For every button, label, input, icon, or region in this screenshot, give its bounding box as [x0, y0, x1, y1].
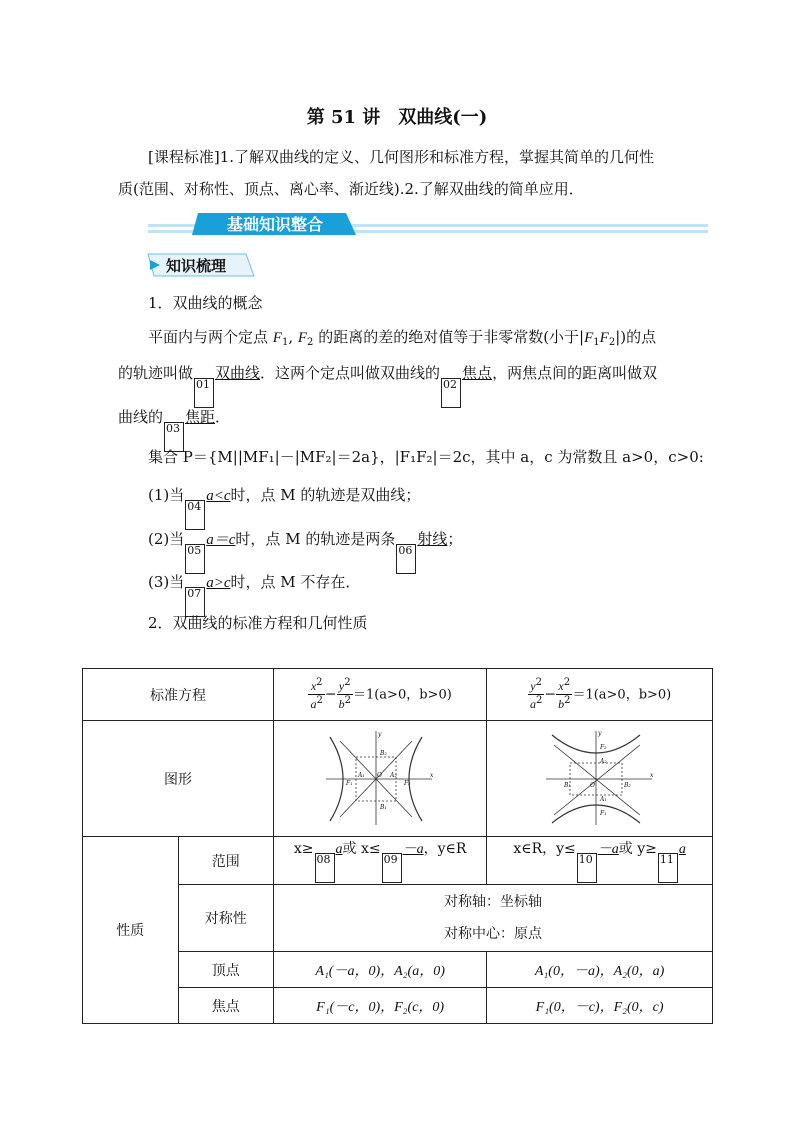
banner-label: 基础知识整合 [226, 215, 323, 234]
svg-text:A₂: A₂ [599, 757, 607, 765]
answer-box-02: 02 [441, 378, 461, 408]
svg-text:y: y [597, 729, 601, 737]
svg-text:A₁: A₁ [599, 795, 607, 803]
focus-x: F₁(－c，0)，F₂(c，0) [274, 988, 487, 1024]
symmetry-value [274, 885, 713, 952]
range-y [487, 837, 713, 885]
answer-box-10: 10 [577, 853, 597, 883]
text: 曲线的 [118, 408, 164, 426]
svg-text:O: O [589, 781, 595, 789]
text: ．这两个定点叫做双曲线的 [260, 364, 441, 382]
text: 时，点 M 的轨迹是两条 [235, 530, 396, 548]
svg-text:B₂: B₂ [623, 781, 631, 789]
text: x∈R，y≤ [513, 841, 576, 857]
concept-line-1: 平面内与两个定点 $F_1$, $F_2$ 的距离的差的绝对值等于非零常数(小于$|F_1F_2|$)的点 [148, 328, 657, 348]
answer-09: －a [402, 842, 424, 857]
text: 的距离的差的绝对值等于非零常数(小于| [313, 328, 585, 346]
answer-04: a<c [206, 488, 231, 504]
vertex-y: A₁(0，－a)，A₂(0，a) [487, 952, 713, 988]
horizontal-hyperbola-figure [320, 727, 440, 827]
svg-text:F₂: F₂ [599, 743, 607, 751]
answer-08: a [335, 842, 343, 857]
symmetry-center: 对称中心：原点 [444, 926, 543, 942]
label-range: 范围 [178, 837, 274, 885]
vertex-x: A₁(－a，0)，A₂(a，0) [274, 952, 487, 988]
text: 时，点 M 不存在． [230, 573, 361, 591]
figure-x-hyperbola [274, 721, 487, 837]
concept-line-2 [118, 362, 657, 408]
svg-text:B₁: B₁ [563, 781, 571, 789]
answer-box-09: 09 [382, 853, 402, 883]
text: 的轨迹叫做 [118, 364, 194, 382]
svg-text:F₁: F₁ [346, 779, 353, 787]
answer-box-01: 01 [194, 378, 214, 408]
svg-text:y: y [378, 730, 382, 738]
label-symmetry: 对称性 [178, 885, 274, 952]
section-2-heading: 2．双曲线的标准方程和几何性质 [148, 614, 368, 632]
answer-05: a＝c [206, 532, 236, 548]
text: 时，点 M 的轨迹是双曲线； [230, 486, 421, 504]
standard-text-1: 1.了解双曲线的定义、几何图形和标准方程，掌握其简单的几何性 [219, 148, 655, 166]
equation-x: $x^2$ $a^2 -y^2$ $b^2 =1(a>0$，b>0) [274, 669, 487, 721]
svg-text:O: O [377, 771, 383, 779]
text: (1)当 [148, 486, 185, 504]
answer-11: a [678, 842, 686, 857]
text: (3)当 [148, 573, 185, 591]
standard-line-1 [148, 146, 654, 167]
answer-06: 射线 [417, 530, 448, 548]
answer-07: a>c [206, 575, 231, 591]
case-3 [148, 571, 360, 617]
answer-02: 焦点 [462, 364, 493, 382]
svg-text:x: x [649, 771, 653, 779]
svg-text:F₁: F₁ [599, 809, 607, 817]
text: ； [447, 530, 463, 548]
row-label-equation: 标准方程 [83, 669, 274, 721]
text: (2)当 [148, 530, 185, 548]
case-1 [148, 484, 420, 530]
answer-box-05: 05 [185, 544, 205, 574]
svg-text:F₂: F₂ [404, 779, 411, 787]
vertical-hyperbola-figure [540, 727, 660, 827]
answer-01: 双曲线 [215, 364, 261, 382]
answer-box-11: 11 [658, 853, 678, 883]
text: ． [215, 408, 231, 426]
svg-text:x: x [430, 771, 434, 779]
figure-y-hyperbola [487, 721, 713, 837]
answer-box-03: 03 [164, 422, 184, 452]
text: 或 x≤ [342, 841, 381, 857]
label-vertex: 顶点 [178, 952, 274, 988]
case-2 [148, 528, 462, 574]
text: 或 y≥ [618, 841, 657, 857]
text: |)的点 [615, 328, 657, 346]
label-focus: 焦点 [178, 988, 274, 1024]
answer-box-04: 04 [185, 500, 205, 530]
answer-10: －a [597, 842, 619, 857]
svg-text:B₁: B₁ [380, 803, 387, 811]
text: ，y∈R [423, 841, 467, 857]
svg-text:A₁: A₁ [358, 771, 365, 779]
section-1-heading: 1．双曲线的概念 [148, 294, 263, 312]
text: ，两焦点间的距离叫做双 [492, 364, 658, 382]
subsection-label: 知识梳理 [166, 257, 227, 275]
eq-cond-1: ＝1(a>0，b>0) [352, 687, 452, 703]
range-x [274, 837, 487, 885]
page-title: 第 51 讲 双曲线(一) [306, 107, 488, 128]
answer-box-08: 08 [315, 853, 335, 883]
row-label-figure: 图形 [83, 721, 274, 837]
text: x≥ [293, 841, 314, 857]
answer-box-07: 07 [185, 587, 205, 617]
row-label-properties: 性质 [83, 837, 179, 1024]
answer-box-06: 06 [396, 544, 416, 574]
answer-03: 焦距 [185, 408, 216, 426]
equation-y: $y^2$ $a^2 -x^2$ $b^2 =1(a>0$，b>0) [487, 669, 713, 721]
symmetry-axis: 对称轴：坐标轴 [444, 894, 543, 910]
text: 平面内与两个定点 [148, 328, 273, 346]
focus-y: F₁(0，－c)，F₂(0，c) [487, 988, 713, 1024]
svg-text:B₂: B₂ [380, 749, 387, 757]
eq-cond-2: ＝1(a>0，b>0) [572, 687, 672, 703]
standard-label: [课程标准] [148, 148, 220, 166]
standard-line-2: 质(范围、对称性、顶点、离心率、渐近线).2.了解双曲线的简单应用． [118, 180, 584, 198]
svg-text:A₂: A₂ [390, 771, 397, 779]
set-definition: 集合 P＝{M||MF₁|－|MF₂|＝2a}，|F₁F₂|＝2c，其中 a，c 为常数且 a>0，c>0: [148, 448, 704, 466]
hyperbola-table [82, 668, 713, 1024]
